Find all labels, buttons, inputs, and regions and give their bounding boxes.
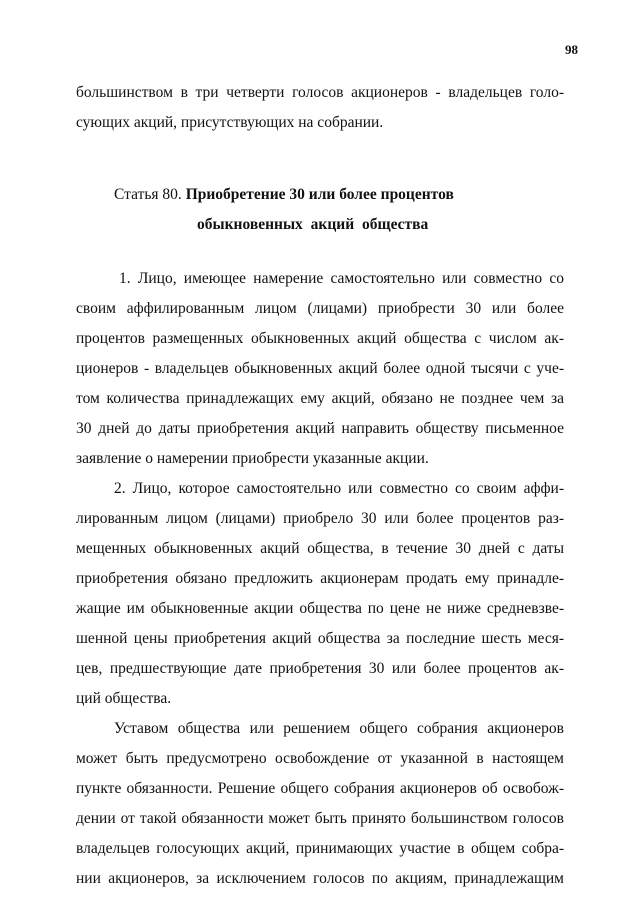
article-title-line1: Приобретение 30 или более процентов [185,186,454,203]
paragraph-line: шенной цены приобретения акций общества за последние шесть меся- [76,630,564,647]
paragraph-line: может быть предусмотрено освобождение от указанной в настоящем [76,750,564,767]
paragraph-line: жащие им обыкновенные акции общества по цене не ниже средневзве- [76,600,564,617]
paragraph-line: 2. Лицо, которое самостоятельно или совместно со своим аффи- [114,480,564,497]
paragraph-line: мещенных обыкновенных акций общества, в течение 30 дней с даты [76,540,564,557]
intro-line: большинством в три четверти голосов акционеров - владельцев голо- [76,84,564,101]
article-heading [114,186,454,204]
paragraph-line: том количества принадлежащих ему акций, обязано не позднее чем за [76,390,564,407]
paragraph-line: процентов размещенных обыкновенных акций общества с числом ак- [76,330,564,347]
paragraph-line: 30 дней до даты приобретения акций направить обществу письменное [76,420,564,437]
paragraph-line: ционеров - владельцев обыкновенных акций более одной тысячи с уче- [76,360,564,377]
paragraph-line: 1. Лицо, имеющее намерение самостоятельно или совместно со [119,270,564,287]
article-title-line2: обыкновенных акций общества [197,216,429,233]
intro-line: сующих акций, присутствующих на собрании. [76,114,384,131]
page-number: 98 [565,42,578,57]
paragraph-line: дении от такой обязанности может быть принято большинством голосов [76,810,564,827]
paragraph-line: нии акционеров, за исключением голосов по акциям, принадлежащим [76,870,564,887]
paragraph-line: заявление о намерении приобрести указанные акции. [76,450,429,467]
paragraph-line: лированным лицом (лицами) приобрело 30 или более процентов раз- [76,510,564,527]
paragraph-line: приобретения обязано предложить акционерам продать ему принадле- [76,570,564,587]
paragraph-line: своим аффилированным лицом (лицами) приобрести 30 или более [76,300,564,317]
paragraph-line: Уставом общества или решением общего собрания акционеров [114,720,564,737]
paragraph-line: цев, предшествующие дате приобретения 30 или более процентов ак- [76,660,564,677]
article-number: Статья 80. [114,186,182,203]
paragraph-line: пункте обязанности. Решение общего собрания акционеров об освобож- [76,780,564,797]
paragraph-line: владельцев голосующих акций, принимающих участие в общем собра- [76,840,564,857]
paragraph-line: ций общества. [76,690,172,707]
